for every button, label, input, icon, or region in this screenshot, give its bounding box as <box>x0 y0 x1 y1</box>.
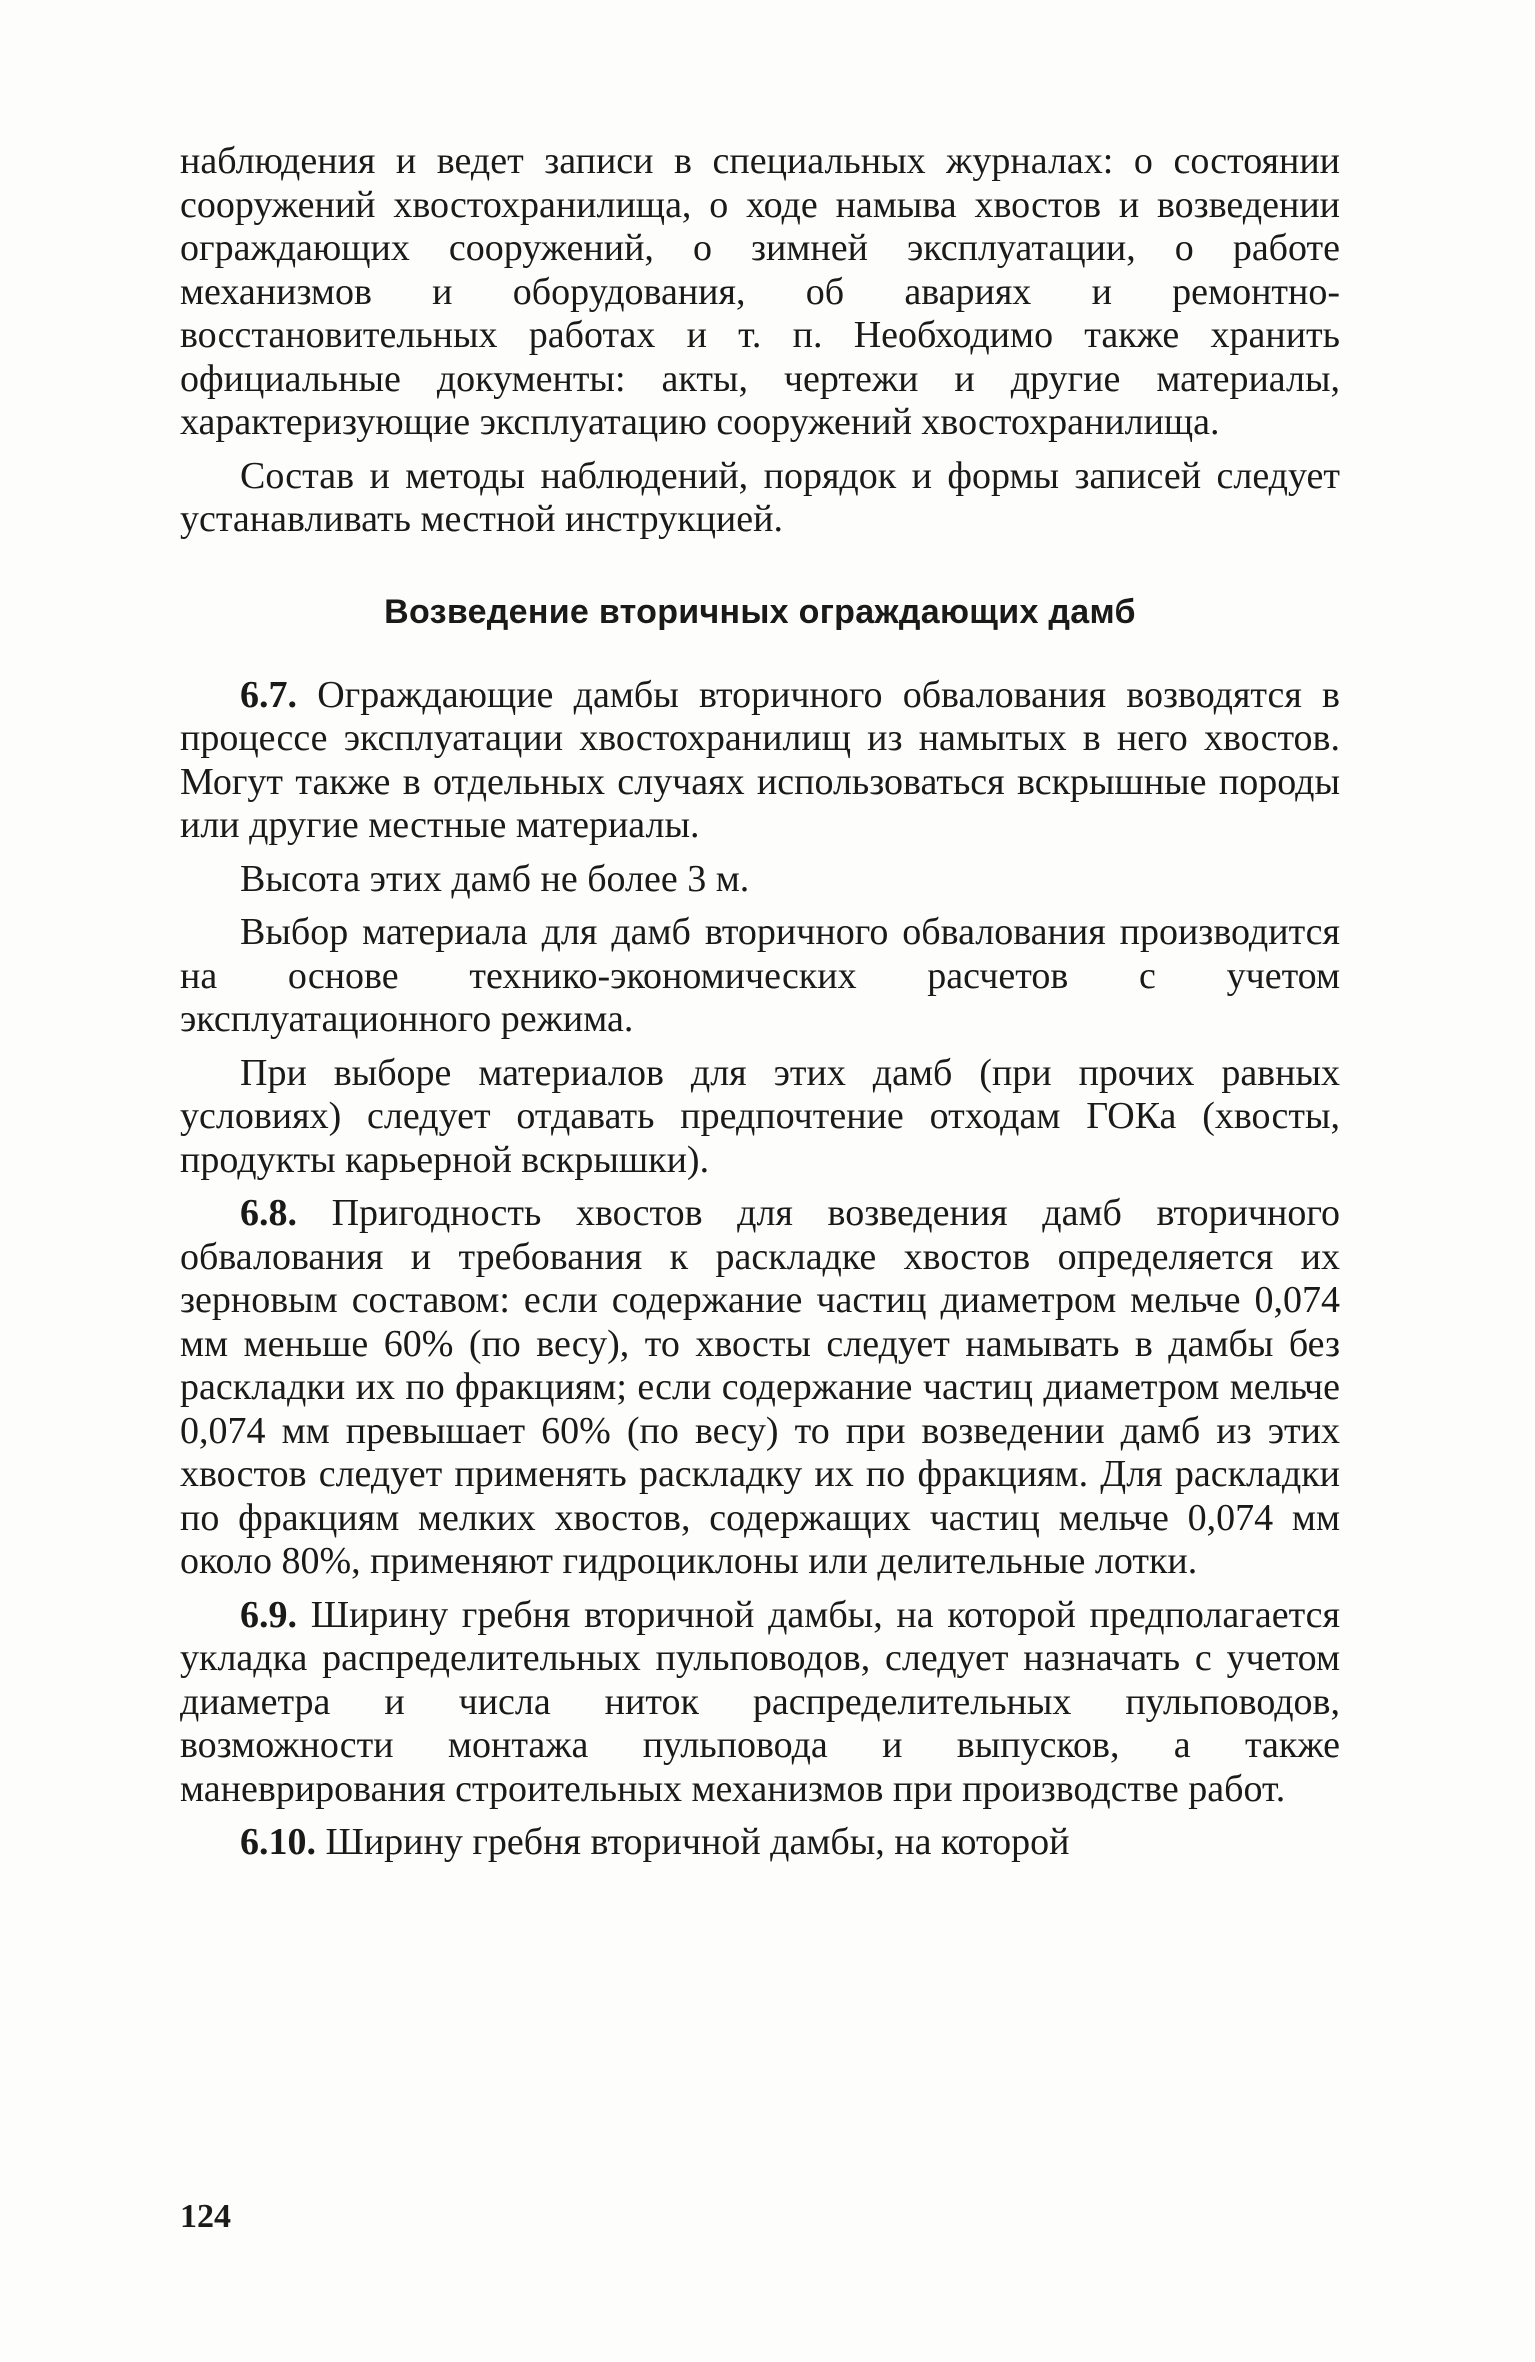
clause-number: 6.8. <box>240 1192 297 1234</box>
paragraph-records <box>180 140 1340 445</box>
paragraph-text: Ширину гребня вторичной дамбы, на которой <box>316 1821 1070 1863</box>
paragraph-dam-height <box>180 858 1340 902</box>
paragraph-observation-methods <box>180 455 1340 542</box>
paragraph-6-9 <box>180 1594 1340 1812</box>
paragraph-text: Ограждающие дамбы вторичного обвалования возводятся в процессе эксплуатации хвостохранилищ из намытых в него хвостов. Могут также в отдельных случаях использоваться вскрышные породы или другие местные материалы. <box>180 673 1340 846</box>
paragraph-text: Выбор материала для дамб вторичного обвалования производится на основе технико-экономических расчетов с учетом эксплуатационного режима. <box>180 911 1340 1040</box>
paragraph-6-8 <box>180 1192 1340 1584</box>
paragraph-6-7 <box>180 674 1340 848</box>
paragraph-text: Высота этих дамб не более 3 м. <box>240 857 750 900</box>
paragraph-material-preference <box>180 1052 1340 1183</box>
paragraph-text: При выборе материалов для этих дамб (при прочих равных условиях) следует отдавать предпочтение отходам ГОКа (хвосты, продукты карьерной вскрышки). <box>180 1051 1340 1181</box>
page-number: 124 <box>180 2198 231 2235</box>
paragraph-material-choice <box>180 911 1340 1042</box>
clause-number: 6.9. <box>240 1593 297 1636</box>
paragraph-text: Ширину гребня вторичной дамбы, на которой предполагается укладка распределительных пульповодов, следует назначать с учетом диаметра и числа ниток распределительных пульповодов, возможности монтажа пульповода и выпусков, а также маневрирования строительных механизмов при производстве работ. <box>180 1593 1340 1810</box>
clause-number: 6.10. <box>240 1821 316 1863</box>
paragraph-text: Состав и методы наблюдений, порядок и формы записей следует устанавливать местной инструкцией. <box>180 454 1340 540</box>
paragraph-6-10 <box>180 1821 1340 1865</box>
paragraph-text: Пригодность хвостов для возведения дамб вторичного обвалования и требования к раскладке хвостов определяется их зерновым составом: если содержание частиц диаметром мельче 0,074 мм меньше 60% (по весу), то хвосты следует намывать в дамбы без раскладки их по фракциям; если содержание частиц диаметром мельче 0,074 мм превышает 60% (по весу) то при возведении дамб из этих хвостов следует применять раскладку их по фракциям. Для раскладки по фракциям мелких хвостов, содержащих частиц мельче 0,074 мм около 80%, применяют гидроциклоны или делительные лотки. <box>180 1192 1340 1582</box>
section-heading: Возведение вторичных ограждающих дамб <box>384 592 1136 631</box>
text-column <box>180 140 1340 1875</box>
clause-number: 6.7. <box>240 673 297 716</box>
paragraph-text: наблюдения и ведет записи в специальных журналах: о состоянии сооружений хвостохранилища, о ходе намыва хвостов и возведении ограждающих сооружений, о зимней эксплуатации, о работе механизмов и оборудования, об авариях и ремонтно-восстановительных работах и т. п. Необходимо также хранить официальные документы: акты, чертежи и другие материалы, характеризующие эксплуатацию сооружений хвостохранилища. <box>180 140 1340 443</box>
